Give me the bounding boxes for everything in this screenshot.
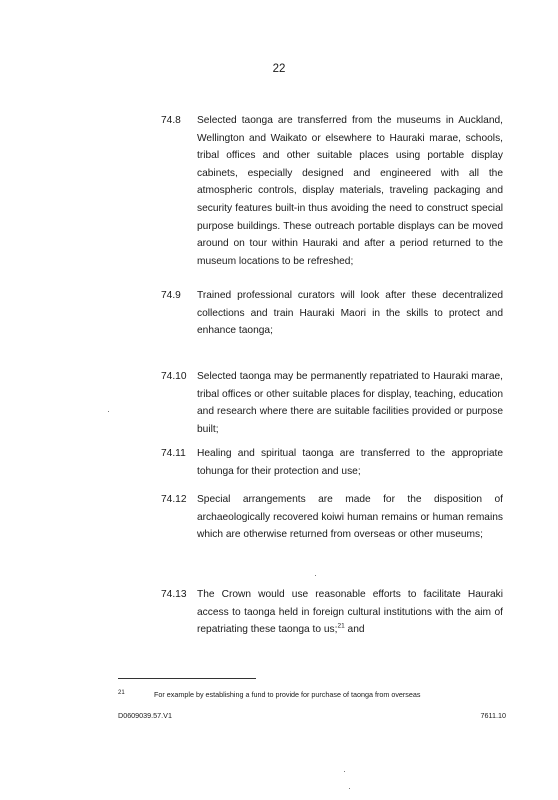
footnote-divider (118, 678, 256, 679)
scan-speck (108, 411, 109, 412)
scan-speck (344, 771, 345, 772)
clause-text: Special arrangements are made for the disposition of archaeologically recovered koiwi human remains or human remains which are otherwise returned from overseas or other museums; (197, 494, 503, 541)
footnote-text: For example by establishing a fund to provide for purchase of taonga from overseas (154, 690, 421, 699)
document-id: D0609039.57.V1 (118, 711, 172, 720)
clause-text: Trained professional curators will look after these decentralized collections and train Hauraki Maori in the skills to protect and enhance taonga; (197, 290, 503, 337)
clause-body: The Crown would use reasonable efforts to facilitate Hauraki access to taonga held in foreign cultural institutions with the aim of repatriating these taonga to us; (197, 589, 503, 636)
clause-number: 74.12 (161, 494, 187, 505)
scan-speck (315, 575, 316, 576)
clause-text: Selected taonga may be permanently repatriated to Hauraki marae, tribal offices or other suitable places for display, teaching, education and research where there are suitable facilities provided or purpose built; (197, 371, 503, 435)
clause-suffix: and (344, 624, 365, 636)
clause-74-9 (163, 287, 503, 340)
document-reference: 7611.10 (480, 711, 506, 720)
clause-number: 74.8 (161, 115, 181, 126)
footnote-reference[interactable]: 21 (337, 622, 345, 630)
clause-text (197, 586, 503, 639)
page-number: 22 (272, 63, 286, 75)
clause-text: Selected taonga are transferred from the museums in Auckland, Wellington and Waikato or elsewhere to Hauraki marae, schools, tribal offices and other suitable places using portable display cabinets, especially designed and engineered with all the atmospheric controls, display materials, traveling packaging and security features built-in thus avoiding the need to construct special purpose buildings. These outreach portable displays can be moved around on tour within Hauraki and after a period returned to the museum locations to be refreshed; (197, 115, 503, 267)
footnote-mark: 21 (118, 690, 125, 696)
clause-74-12 (163, 491, 503, 544)
scan-speck (349, 788, 350, 789)
clause-74-11 (163, 445, 503, 480)
clause-number: 74.13 (161, 589, 187, 600)
clause-number: 74.9 (161, 290, 181, 301)
clause-74-8 (163, 112, 503, 270)
clause-74-13 (163, 586, 503, 639)
clause-74-10 (163, 368, 503, 438)
clause-text: Healing and spiritual taonga are transferred to the appropriate tohunga for their protection and use; (197, 448, 503, 477)
clause-number: 74.11 (161, 448, 186, 459)
clause-number: 74.10 (161, 371, 187, 382)
